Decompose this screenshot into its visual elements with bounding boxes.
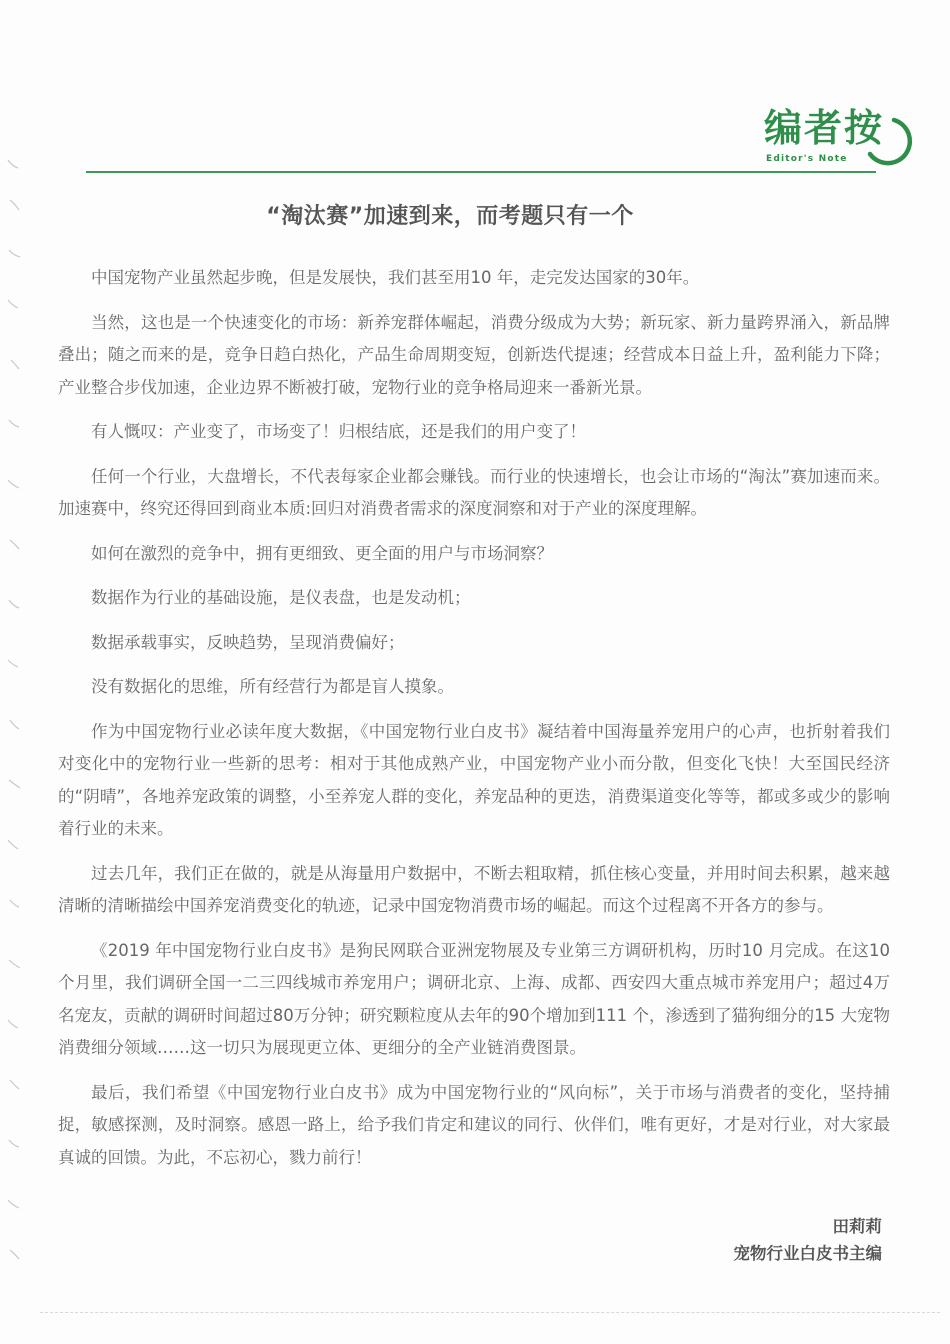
paragraph: 任何一个行业，大盘增长，不代表每家企业都会赚钱。而行业的快速增长，也会让市场的“淘汰”赛加速而来。加速赛中，终究还得回到商业本质:回归对消费者需求的深度洞察和对于产业的深度理解。 [58, 466, 890, 518]
scan-bottom-edge [40, 1312, 940, 1314]
paragraph: 数据作为行业的基础设施，是仪表盘，也是发动机； [91, 588, 471, 607]
signature-name: 田莉莉 [832, 1217, 882, 1236]
paragraph: 有人慨叹：产业变了，市场变了！归根结底，还是我们的用户变了！ [91, 422, 586, 441]
article-title: “淘汰赛”加速到来，而考题只有一个 [266, 204, 634, 229]
paragraph: 没有数据化的思维，所有经营行为都是盲人摸象。 [91, 677, 454, 696]
header-divider [86, 171, 876, 173]
article-body [58, 262, 890, 1186]
paragraph: 数据承载事实，反映趋势，呈现消费偏好； [91, 632, 405, 652]
badge-title: 编者按 [764, 106, 885, 150]
signature-block [734, 1213, 883, 1267]
paragraph: 如何在激烈的竞争中，拥有更细致、更全面的用户与市场洞察？ [91, 543, 553, 563]
paragraph: 过去几年，我们正在做的，就是从海量用户数据中，不断去粗取精，抓住核心变量，并用时间去积累，越来越清晰的清晰描绘中国养宠消费变化的轨迹，记录中国宠物消费市场的崛起。而这个过程离不开各方的参与。 [58, 863, 890, 915]
paragraph: 当然，这也是一个快速变化的市场：新养宠群体崛起，消费分级成为大势；新玩家、新力量跨界涌入，新品牌叠出；随之而来的是，竞争日趋白热化，产品生命周期变短，创新迭代提速；经营成本日益上升，盈利能力下降；产业整合步伐加速，企业边界不断被打破，宠物行业的竞争格局迎来一番新光景。 [58, 312, 890, 397]
paragraph: 中国宠物产业虽然起步晚，但是发展快，我们甚至用10 年，走完发达国家的30年。 [91, 268, 700, 287]
badge-subtitle: Editor's Note [766, 154, 848, 164]
editors-note-badge [760, 104, 920, 176]
signature-role: 宠物行业白皮书主编 [733, 1244, 882, 1263]
paragraph: 作为中国宠物行业必读年度大数据，《中国宠物行业白皮书》凝结着中国海量养宠用户的心声，也折射着我们对变化中的宠物行业一些新的思考：相对于其他成熟产业，中国宠物产业小而分散，但变化飞快！大至国民经济的“阴晴”，各地养宠政策的调整，小至养宠人群的变化，养宠品种的更迭，消费渠道变化等等，都或多或少的影响着行业的未来。 [58, 721, 890, 838]
paragraph: 《2019 年中国宠物行业白皮书》是狗民网联合亚洲宠物展及专业第三方调研机构，历时10 月完成。在这10 个月里，我们调研全国一二三四线城市养宠用户；调研北京、上海、成都、西安四大重点城市养宠用户；超过4万名宠友，贡献的调研时间超过80万分钟；研究颗粒度从去年的90个增加到111 个，渗透到了猫狗细分的15 大宠物消费细分领域……这一切只为展现更立体、更细分的全产业链消费图景。 [58, 940, 890, 1057]
scan-edge-marks [0, 120, 30, 1270]
paragraph: 最后，我们希望《中国宠物行业白皮书》成为中国宠物行业的“风向标”，关于市场与消费者的变化，坚持捕捉，敏感探测，及时洞察。感恩一路上，给予我们肯定和建议的同行、伙伴们，唯有更好，才是对行业，对大家最真诚的回馈。为此，不忘初心，戮力前行！ [58, 1082, 890, 1167]
